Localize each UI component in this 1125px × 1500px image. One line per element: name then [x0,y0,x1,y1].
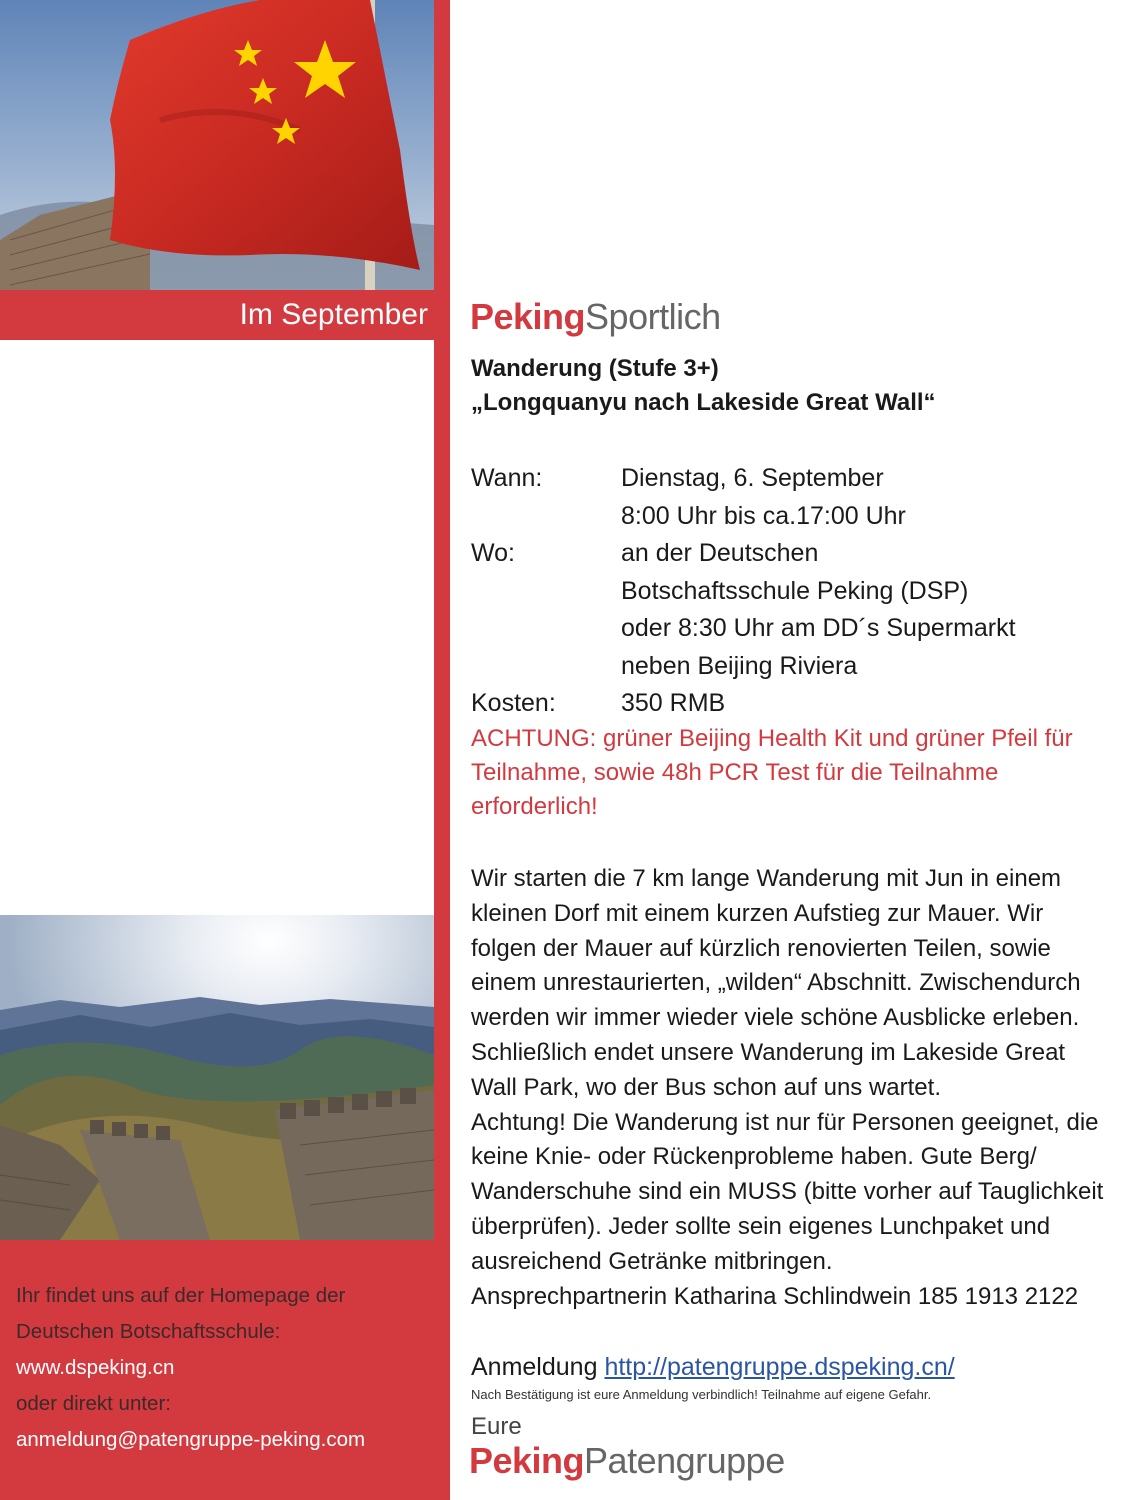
left-column [0,0,450,1500]
detail-value: 350 RMB [621,689,726,717]
description-paragraph: Wir starten die 7 km lange Wanderung mit Jun in einem kleinen Dorf mit einem kurzen Aufstieg zur Mauer. Wir folgen der Mauer auf kürzlich renovierten Teilen, sowie einem unrestaurierten, „wilden“ Abschnitt. Zwischendurch werden wir immer wieder viele schöne Ausblicke erleben. Schließlich endet unsere Wanderung im Lakeside Great Wall Park, wo der Bus schon auf uns wartet. [471,865,1081,1101]
detail-row [471,573,1016,611]
landscape-photo [0,915,434,1240]
detail-value: oder 8:30 Uhr am DD´s Supermarkt [621,614,1016,642]
month-banner [0,290,450,340]
event-description [471,862,1111,1314]
contact-line: Deutschen Botschaftsschule: [16,1320,281,1343]
detail-value: neben Beijing Riviera [621,651,858,680]
detail-row [471,610,1016,648]
signup-note: Nach Bestätigung ist eure Anmeldung verbindlich! Teilnahme auf eigene Gefahr. [471,1387,932,1402]
detail-label: Wo: [471,539,515,567]
email-link[interactable]: anmeldung@patengruppe-peking.com [16,1428,366,1451]
detail-row [471,685,1016,723]
event-title-line1: Wanderung (Stufe 3+) [471,355,719,382]
description-paragraph: Achtung! Die Wanderung ist nur für Personen geeignet, die keine Knie- oder Rückenprobleme haben. Gute Berg/ Wanderschuhe sind ein MUSS (bitte vorher auf Tauglichkeit überprüfen). Jeder sollte sein eigenes Lunchpaket und ausreichend Getränke mitbringen. [471,1108,1104,1275]
signup-link[interactable]: http://patengruppe.dspeking.cn/ [604,1353,955,1381]
detail-row [471,498,1016,536]
detail-row [471,460,1016,498]
vertical-divider [434,0,450,1500]
event-title [471,352,936,420]
detail-value: an der Deutschen [621,539,819,567]
flag-photo [0,0,434,290]
month-label: Im September [239,298,428,331]
signup-line [471,1350,955,1384]
detail-value: Dienstag, 6. September [621,464,884,492]
footer-brand-bold: Peking [469,1440,585,1481]
brand-logo [470,296,721,338]
detail-label: Kosten: [471,689,556,717]
brand-bold: Peking [470,296,586,337]
flag-on-wall-image [0,0,434,290]
signup-label: Anmeldung [471,1353,598,1381]
contact-line: oder direkt unter: [16,1392,171,1415]
brand-light: Sportlich [585,296,721,337]
detail-label [471,498,621,536]
detail-label [471,573,621,611]
detail-row [471,648,1016,686]
footer-brand-light: Patengruppe [584,1440,785,1481]
warning-notice: ACHTUNG: grüner Beijing Health Kit und grüner Pfeil für Teilnahme, sowie 48h PCR Test für die Teilnahme erforderlich! [471,725,1073,820]
detail-label: Wann: [471,464,543,492]
footer-eure: Eure [471,1413,522,1440]
event-title-line2: „Longquanyu nach Lakeside Great Wall“ [471,389,936,416]
event-details [471,460,1016,723]
website-link[interactable]: www.dspeking.cn [16,1356,175,1379]
footer-logo [469,1440,785,1482]
detail-label [471,648,621,686]
detail-value: Botschaftsschule Peking (DSP) [621,576,969,605]
contact-box [0,1240,450,1500]
great-wall-landscape-image [0,915,434,1240]
detail-value: 8:00 Uhr bis ca.17:00 Uhr [621,501,906,530]
detail-row [471,535,1016,573]
contact-line: Ihr findet uns auf der Homepage der [16,1284,346,1307]
contact-person: Ansprechpartnerin Katharina Schlindwein 185 1913 2122 [471,1282,1079,1310]
detail-label [471,610,621,648]
